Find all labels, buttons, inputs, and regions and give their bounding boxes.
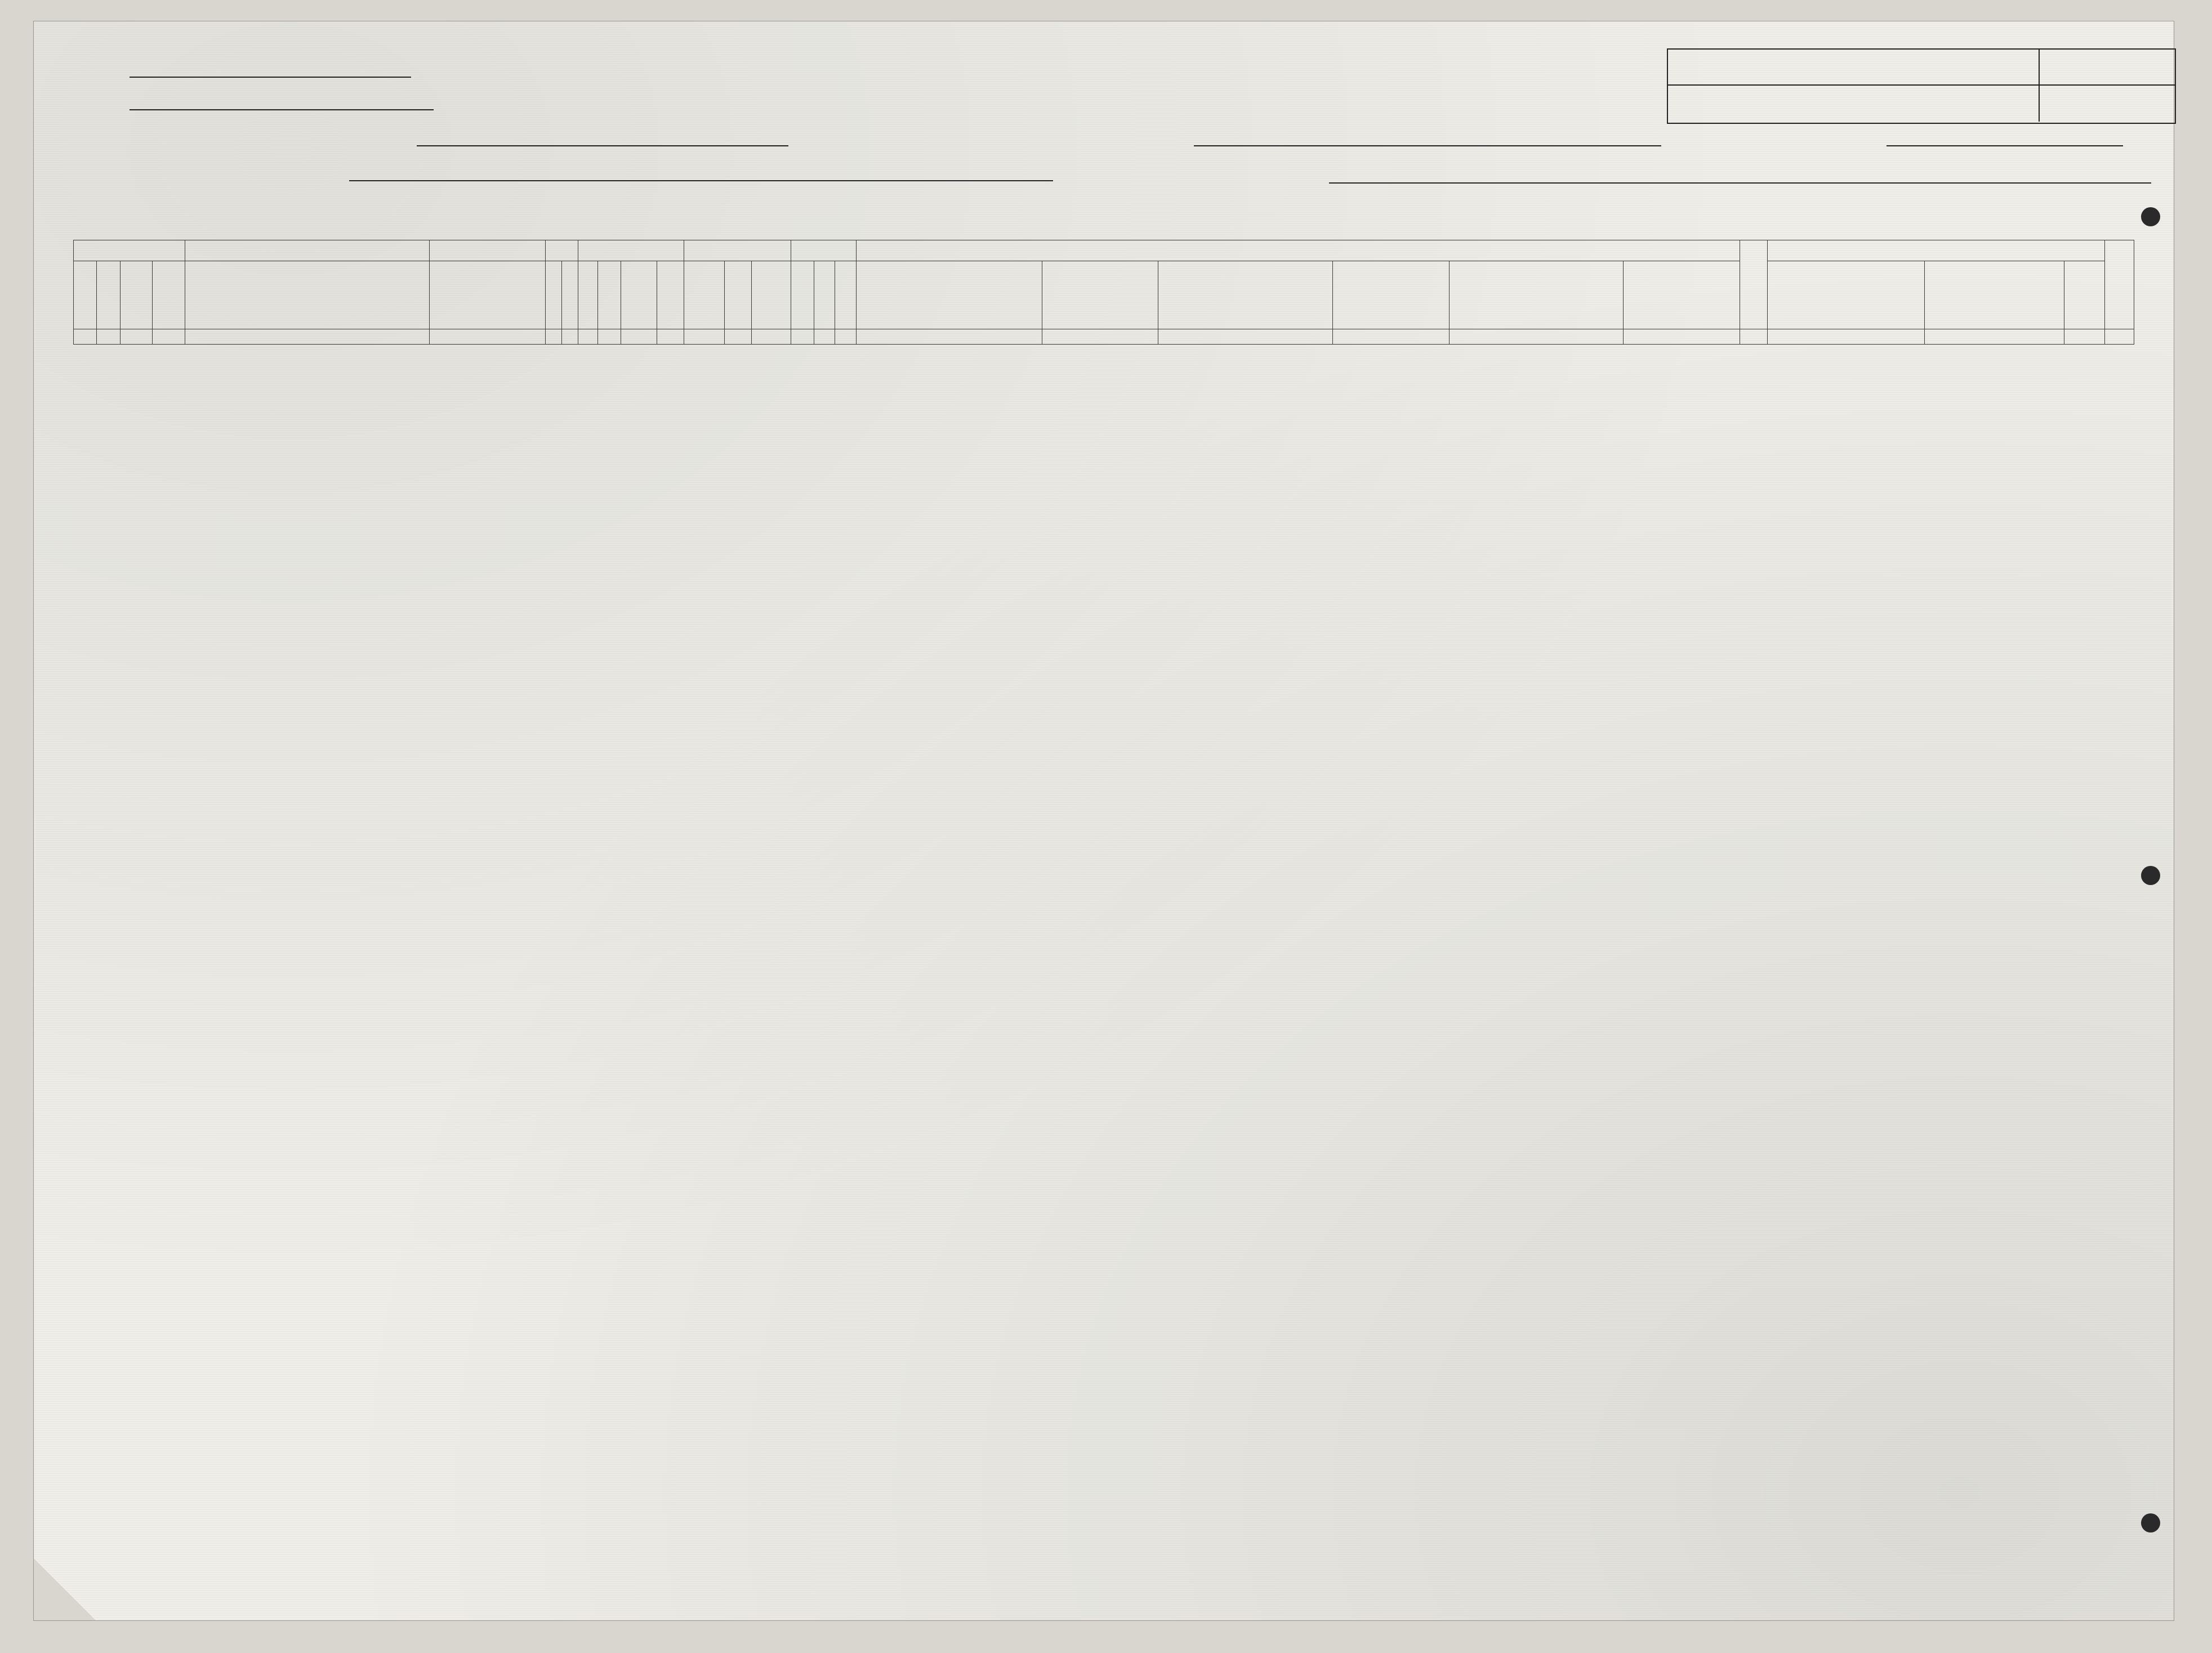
paper-sheet <box>34 21 2174 1620</box>
header-dwelling <box>120 261 153 329</box>
colnum-27 <box>1925 329 2064 345</box>
clipped-corner <box>34 1558 96 1620</box>
colnum-21 <box>1158 329 1333 345</box>
colnum-22 <box>1333 329 1449 345</box>
colnum-2 <box>97 329 120 345</box>
header-speak-english <box>1740 240 1768 329</box>
colnum-25 <box>1740 329 1768 345</box>
header-marital <box>657 261 684 329</box>
header-year-naturalization <box>751 261 791 329</box>
colnum-4 <box>153 329 185 345</box>
rule-state <box>130 77 411 78</box>
header-number-lines <box>2105 240 2134 329</box>
colnum-19 <box>856 329 1042 345</box>
colnum-9 <box>578 329 598 345</box>
colnum-18 <box>835 329 856 345</box>
colnum-3 <box>120 329 153 345</box>
rule-county <box>130 109 434 110</box>
colnum-13 <box>684 329 724 345</box>
header-tenure-owned <box>546 261 562 329</box>
header-name-desc <box>185 261 430 329</box>
colnum-26 <box>1768 329 1925 345</box>
group-occupation <box>1768 240 2105 261</box>
header-school <box>791 261 814 329</box>
colnum-16 <box>791 329 814 345</box>
header-trade <box>1768 261 1925 329</box>
census-table <box>73 240 2134 345</box>
column-number-row <box>74 329 2134 345</box>
header-industry <box>1925 261 2064 329</box>
header-father-tongue <box>1333 261 1449 329</box>
colnum-15 <box>751 329 791 345</box>
punch-hole-top <box>2141 207 2160 226</box>
group-nativity <box>856 240 1740 261</box>
colnum-28 <box>2064 329 2104 345</box>
header-year-immigration <box>684 261 724 329</box>
colnum-12 <box>657 329 684 345</box>
colnum-11 <box>621 329 657 345</box>
sheet-number-box <box>2039 48 2175 122</box>
colnum-1 <box>74 329 97 345</box>
header-write <box>835 261 856 329</box>
header-tenure-free <box>562 261 578 329</box>
header-read <box>814 261 835 329</box>
group-education <box>791 240 856 261</box>
header-naturalized <box>725 261 751 329</box>
header-street <box>74 261 97 329</box>
colnum-29 <box>2105 329 2134 345</box>
colnum-10 <box>598 329 621 345</box>
rule-institution <box>349 180 1053 181</box>
header-sex <box>578 261 598 329</box>
form-header <box>34 21 2174 207</box>
group-name <box>185 240 430 261</box>
header-mother-birth <box>1449 261 1624 329</box>
colnum-23 <box>1449 329 1624 345</box>
header-relation-desc <box>429 261 545 329</box>
punch-hole-middle <box>2141 866 2160 885</box>
rule-enumerator <box>1329 182 2151 184</box>
colnum-6b <box>429 329 545 345</box>
header-person-tongue <box>1042 261 1158 329</box>
header-family <box>153 261 185 329</box>
header-employer <box>2064 261 2104 329</box>
colnum-24 <box>1624 329 1740 345</box>
header-person-birth <box>856 261 1042 329</box>
header-mother-tongue <box>1624 261 1740 329</box>
rule-township <box>417 145 788 146</box>
punch-hole-bottom <box>2141 1513 2160 1533</box>
header-color <box>598 261 621 329</box>
header-father-birth <box>1158 261 1333 329</box>
group-relation <box>429 240 545 261</box>
rule-incorporated <box>1194 145 1661 146</box>
colnum-17 <box>814 329 835 345</box>
group-citizenship <box>684 240 791 261</box>
group-place-of-abode <box>74 240 185 261</box>
colnum-20 <box>1042 329 1158 345</box>
colnum-14 <box>725 329 751 345</box>
header-age <box>621 261 657 329</box>
colnum-6 <box>185 329 430 345</box>
colnum-8 <box>562 329 578 345</box>
group-tenure <box>546 240 578 261</box>
group-personal-description <box>578 240 684 261</box>
header-house-number <box>97 261 120 329</box>
rule-ward <box>1887 145 2123 146</box>
colnum-7 <box>546 329 562 345</box>
